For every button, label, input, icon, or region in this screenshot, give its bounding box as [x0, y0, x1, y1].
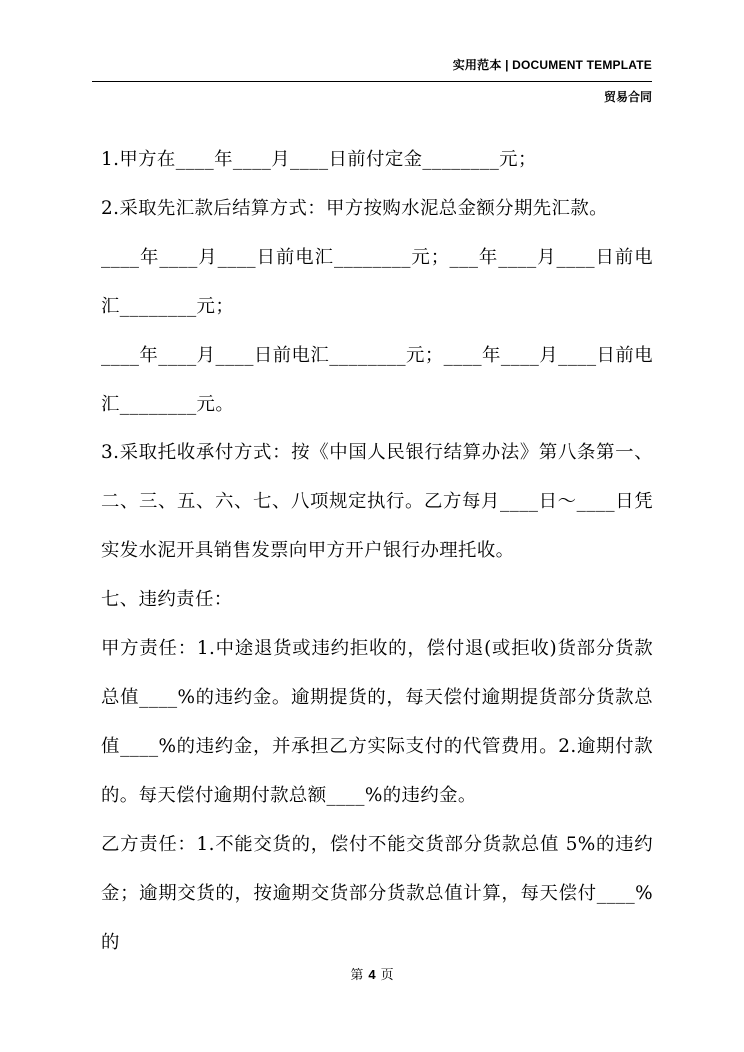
paragraph-deposit: 1.甲方在____年____月____日前付定金________元； [101, 149, 537, 170]
page-label-prefix: 第 [350, 968, 364, 983]
paragraph-party-b-liability: 乙方责任：1.不能交货的，偿付不能交货部分货款总值 5%的违约金；逾期交货的，按逾期交货部分货款总值计算，每天偿付____%的 [101, 833, 653, 953]
page-footer [0, 964, 744, 983]
section-heading-breach-liability: 七、违约责任： [101, 589, 233, 611]
document-body [101, 136, 653, 967]
paragraph-collection-method: 3.采取托收承付方式：按《中国人民银行结算办法》第八条第一、二、三、五、六、七、八项规定执行。乙方每月____日～____日凭实发水泥开具销售发票向甲方开户银行办理托收。 [101, 442, 653, 562]
document-header-title: 实用范本 | DOCUMENT TEMPLATE [452, 58, 652, 72]
header-divider [92, 81, 652, 82]
paragraph-remittance-method: 2.采取先汇款后结算方式：甲方按购水泥总金额分期先汇款。 [101, 197, 608, 219]
page-label-suffix: 页 [380, 968, 394, 983]
paragraph-remittance-schedule-1: ____年____月____日前电汇________元；___年____月____日前电汇________元； [101, 246, 653, 317]
paragraph-party-a-liability: 甲方责任：1.中途退货或违约拒收的，偿付退(或拒收)货部分货款总值____%的违约金。逾期提货的，每天偿付逾期提货部分货款总值____%的违约金，并承担乙方实际支付的代管费用。2.逾期付款的。每天偿付逾期付款总额____%的违约金。 [101, 638, 653, 806]
paragraph-remittance-schedule-2: ____年____月____日前电汇________元；____年____月____日前电汇________元。 [101, 344, 653, 415]
page-number: 4 [368, 967, 376, 982]
document-category: 贸易合同 [603, 90, 652, 104]
